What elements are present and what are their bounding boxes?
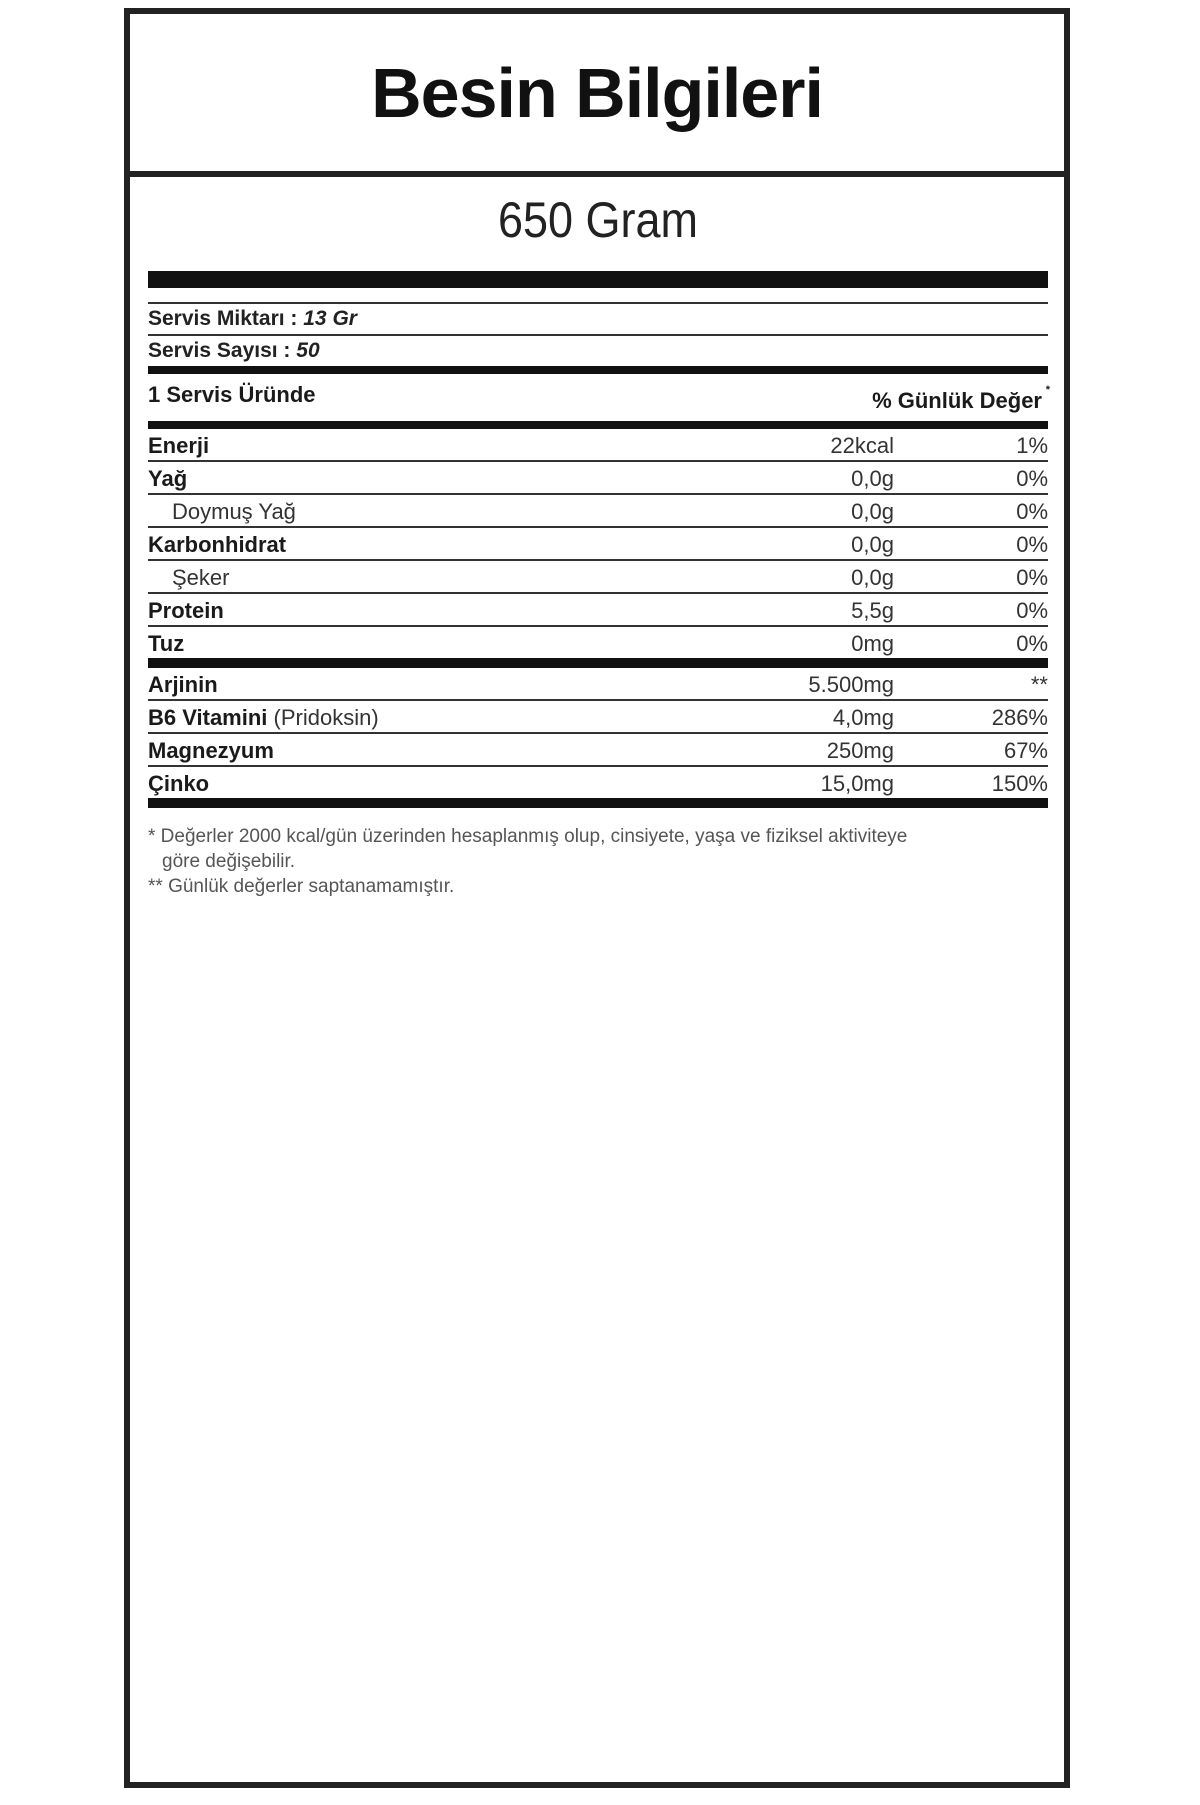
per-serving-header: 1 Servis Üründe	[148, 382, 316, 407]
supplement-name: B6 Vitamini	[148, 705, 268, 730]
footnote-1-cont: göre değişebilir.	[162, 851, 296, 872]
nutrient-amount: 5,5g	[851, 598, 894, 623]
nutrient-daily-value: 0%	[1016, 565, 1048, 590]
nutrient-amount: 0,0g	[851, 466, 894, 491]
supplement-name: Magnezyum	[148, 738, 274, 763]
footnote-2: ** Günlük değerler saptanamamıştır.	[148, 876, 455, 897]
supplement-amount: 15,0mg	[820, 771, 894, 796]
nutrient-amount: 0,0g	[851, 565, 894, 590]
nutrient-amount: 0mg	[851, 631, 894, 656]
package-weight: 650 Gram	[497, 192, 699, 248]
serving-count-label: Servis Sayısı :	[148, 339, 291, 362]
footnotes	[148, 824, 1048, 899]
supplement-daily-value: 286%	[991, 705, 1048, 730]
supplement-amount: 250mg	[826, 738, 894, 763]
nutrient-daily-value: 0%	[1016, 499, 1048, 524]
title-box	[130, 14, 1064, 177]
divider-medium	[148, 421, 1048, 429]
table-header	[148, 374, 1048, 421]
table-row	[148, 627, 1048, 658]
table-row	[148, 429, 1048, 460]
table-row	[148, 734, 1048, 765]
serving-size-label: Servis Miktarı :	[148, 307, 298, 330]
table-row	[148, 528, 1048, 559]
nutrient-amount: 22kcal	[830, 433, 894, 458]
table-row	[148, 701, 1048, 732]
supplement-name: Arjinin	[148, 672, 218, 697]
table-row	[148, 668, 1048, 699]
divider-thick	[148, 271, 1048, 288]
serving-count-row	[148, 336, 1048, 366]
supplement-name: Çinko	[148, 771, 210, 796]
daily-value-header	[872, 384, 1050, 414]
nutrient-daily-value: 0%	[1016, 466, 1048, 491]
serving-size-row	[148, 304, 1048, 334]
nutrient-name: Protein	[148, 598, 224, 623]
daily-value-mark: *	[1045, 384, 1050, 396]
table-row	[148, 495, 1048, 526]
supplement-daily-value: **	[1030, 672, 1048, 697]
nutrition-label	[124, 8, 1070, 1788]
nutrient-name: Yağ	[148, 466, 188, 491]
nutrition-content	[148, 177, 1048, 899]
nutrient-daily-value: 0%	[1016, 532, 1048, 557]
supplement-amount: 4,0mg	[832, 705, 894, 730]
supplement-daily-value: 67%	[1003, 738, 1048, 763]
footnote-1: * Değerler 2000 kcal/gün üzerinden hesaplanmış olup, cinsiyete, yaşa ve fiziksel aktiviteye	[148, 826, 908, 847]
table-row	[148, 767, 1048, 798]
nutrient-amount: 0,0g	[851, 499, 894, 524]
divider-medium	[148, 798, 1048, 808]
serving-size-value: 13 Gr	[303, 307, 357, 330]
table-row	[148, 561, 1048, 592]
nutrient-daily-value: 0%	[1016, 598, 1048, 623]
nutrient-daily-value: 0%	[1016, 631, 1048, 656]
nutrient-name: Enerji	[148, 433, 210, 458]
nutrient-name: Tuz	[148, 631, 185, 656]
supplement-note: (Pridoksin)	[273, 705, 379, 730]
supplement-amount: 5.500mg	[808, 672, 894, 697]
table-row	[148, 594, 1048, 625]
divider-medium	[148, 658, 1048, 668]
supplement-daily-value: 150%	[991, 771, 1048, 796]
page-title: Besin Bilgileri	[371, 53, 823, 132]
table-row	[148, 462, 1048, 493]
nutrient-name: Şeker	[172, 565, 230, 590]
divider-medium	[148, 366, 1048, 374]
nutrient-daily-value: 1%	[1016, 433, 1048, 458]
nutrient-name: Karbonhidrat	[148, 532, 287, 557]
daily-value-header-label: % Günlük Değer	[872, 388, 1042, 413]
nutrient-name: Doymuş Yağ	[172, 499, 296, 524]
serving-count-value: 50	[296, 339, 320, 362]
nutrient-amount: 0,0g	[851, 532, 894, 557]
